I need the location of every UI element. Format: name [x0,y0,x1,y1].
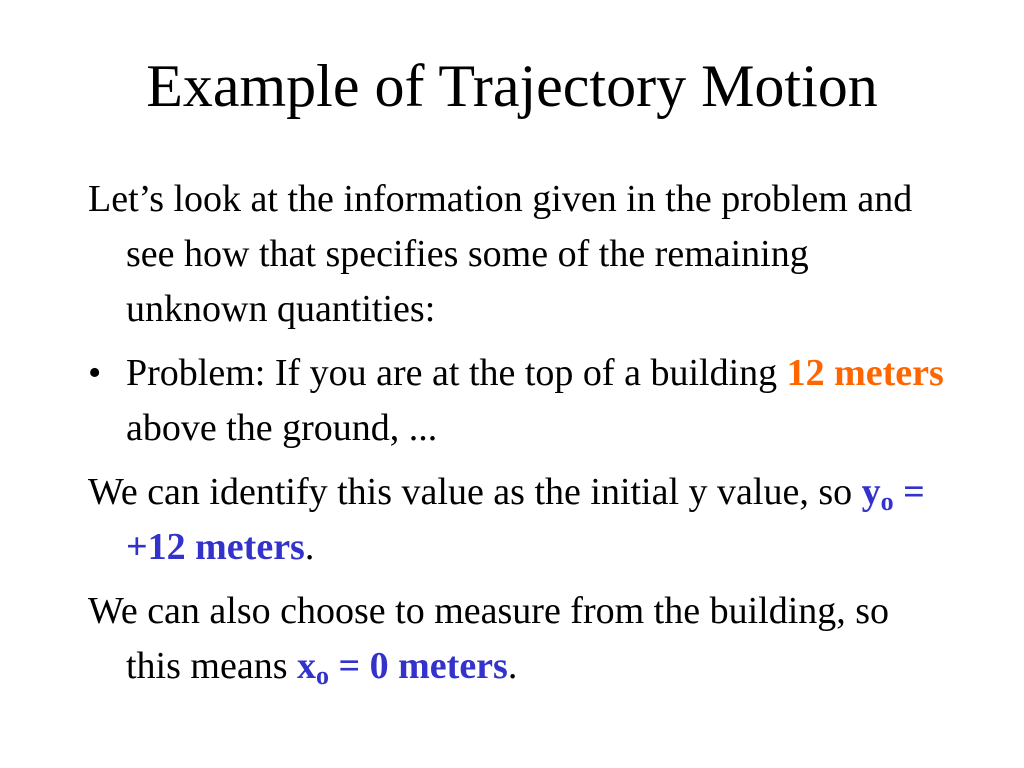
intro-paragraph [88,172,948,337]
initial-x-end: . [507,645,518,687]
initial-x-equation [296,645,508,690]
y-subscript: o [880,487,894,516]
y-expression: = +12 meters [126,471,925,568]
initial-x-paragraph [88,584,948,694]
bullet-marker: • [88,352,102,394]
initial-y-prefix: We can identify this value as the initial y value, so [88,471,862,513]
initial-x-prefix: We can also choose to measure from the building, so this means [88,590,890,687]
problem-prefix: Problem: If you are at the top of a building [126,352,787,394]
y-variable: y [861,471,881,513]
x-variable: x [296,645,316,687]
intro-text: Let’s look at the information given in the problem and see how that specifies some of the remaining unknown quantities: [88,178,913,330]
x-subscript: o [315,661,329,690]
initial-y-paragraph [88,465,948,575]
slide-title: Example of Trajectory Motion [146,53,878,119]
x-expression: = 0 meters [328,645,508,687]
problem-bullet [88,346,948,456]
initial-y-end: . [304,526,315,568]
problem-suffix: above the ground, ... [126,407,438,449]
slide-body [88,172,948,703]
height-highlight: 12 meters [786,352,944,394]
